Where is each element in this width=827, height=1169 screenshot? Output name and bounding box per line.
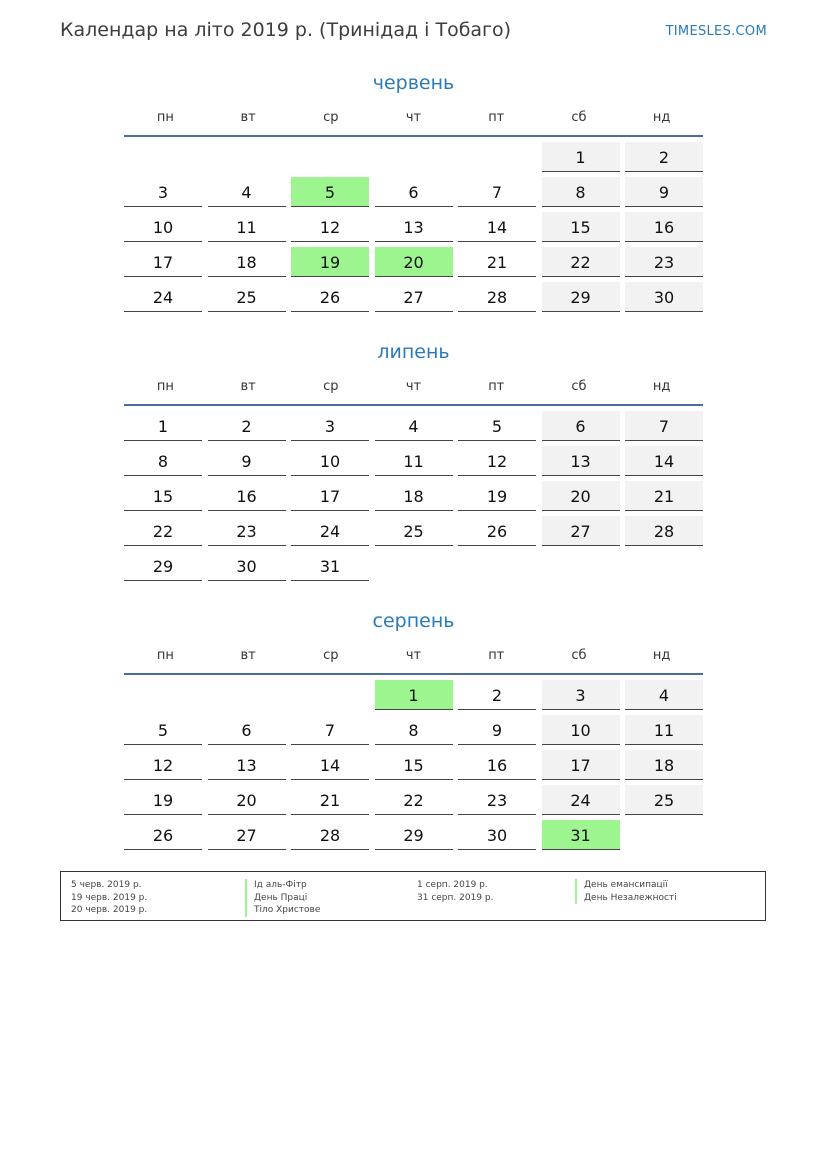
- day-cell: 1: [124, 411, 202, 441]
- day-cell: 1: [542, 142, 620, 172]
- day-cell: 10: [291, 446, 369, 476]
- day-cell: 9: [208, 446, 286, 476]
- weekday-header: [124, 376, 703, 398]
- day-cell: 16: [625, 212, 703, 242]
- month-title: серпень: [372, 610, 455, 632]
- day-cell: 27: [375, 282, 453, 312]
- legend-date: 31 серп. 2019 р.: [417, 892, 494, 903]
- legend-date: 5 черв. 2019 р.: [71, 880, 142, 890]
- weekday-label: ср: [323, 379, 339, 394]
- empty-cell: [291, 142, 369, 172]
- day-cell: 21: [458, 247, 536, 277]
- legend-names-right: [575, 879, 677, 904]
- month-title: липень: [377, 341, 450, 363]
- site-link[interactable]: TIMESLES.COM: [665, 24, 767, 39]
- day-cell: 6: [542, 411, 620, 441]
- empty-cell: [124, 142, 202, 172]
- day-cell: 19: [124, 785, 202, 815]
- weekday-label: пн: [156, 648, 174, 663]
- day-cell: 26: [458, 516, 536, 546]
- day-cell: 16: [458, 750, 536, 780]
- day-cell: 6: [375, 177, 453, 207]
- weekday-label: пн: [156, 379, 174, 394]
- day-cell: 9: [458, 715, 536, 745]
- day-cell: 8: [542, 177, 620, 207]
- holiday-legend: [60, 871, 766, 921]
- day-cell: 13: [375, 212, 453, 242]
- day-cell: 29: [375, 820, 453, 850]
- day-cell: 20: [208, 785, 286, 815]
- day-grid: [124, 142, 703, 312]
- legend-date: 20 черв. 2019 р.: [71, 905, 148, 915]
- page-title: Календар на літо 2019 р. (Тринідад і Тобаго): [60, 19, 512, 41]
- header-rule: [124, 404, 703, 406]
- day-cell: 8: [124, 446, 202, 476]
- day-cell: 2: [458, 680, 536, 710]
- day-cell: 17: [291, 481, 369, 511]
- weekday-label: вт: [240, 110, 256, 125]
- day-cell: 21: [291, 785, 369, 815]
- day-cell: 17: [124, 247, 202, 277]
- day-cell: 7: [625, 411, 703, 441]
- day-cell: 18: [208, 247, 286, 277]
- weekday-label: пт: [488, 379, 505, 394]
- day-grid: [124, 680, 703, 850]
- day-cell: 22: [124, 516, 202, 546]
- day-cell: 21: [625, 481, 703, 511]
- day-cell: 29: [542, 282, 620, 312]
- legend-name: Ід аль-Фітр: [245, 879, 320, 892]
- day-cell: 13: [208, 750, 286, 780]
- weekday-label: пт: [488, 648, 505, 663]
- header-rule: [124, 135, 703, 137]
- day-cell: 26: [124, 820, 202, 850]
- day-cell: 23: [458, 785, 536, 815]
- weekday-label: нд: [652, 648, 671, 663]
- day-cell: 27: [542, 516, 620, 546]
- legend-dates-right: [417, 879, 493, 904]
- day-cell: 15: [124, 481, 202, 511]
- day-cell: 7: [458, 177, 536, 207]
- legend-name: День Праці: [245, 892, 320, 905]
- day-cell: 9: [625, 177, 703, 207]
- weekday-label: пн: [156, 110, 174, 125]
- day-cell: 3: [124, 177, 202, 207]
- weekday-label: сб: [571, 648, 587, 663]
- day-cell: 22: [375, 785, 453, 815]
- day-cell: 15: [375, 750, 453, 780]
- day-cell: 4: [625, 680, 703, 710]
- day-cell: 12: [458, 446, 536, 476]
- day-cell: 30: [625, 282, 703, 312]
- empty-cell: [375, 142, 453, 172]
- day-cell: 18: [375, 481, 453, 511]
- day-cell: 4: [375, 411, 453, 441]
- weekday-label: пт: [488, 110, 505, 125]
- legend-name: Тіло Христове: [245, 904, 320, 917]
- holiday-day-cell: 20: [375, 247, 453, 277]
- day-cell: 14: [625, 446, 703, 476]
- day-cell: 12: [124, 750, 202, 780]
- weekday-label: сб: [571, 379, 587, 394]
- weekday-header: [124, 107, 703, 129]
- weekday-label: чт: [405, 110, 422, 125]
- empty-cell: [458, 142, 536, 172]
- day-cell: 23: [625, 247, 703, 277]
- day-cell: 2: [208, 411, 286, 441]
- day-cell: 31: [291, 551, 369, 581]
- legend-date: 1 серп. 2019 р.: [417, 880, 488, 890]
- day-cell: 11: [375, 446, 453, 476]
- day-cell: 8: [375, 715, 453, 745]
- day-cell: 30: [208, 551, 286, 581]
- day-cell: 17: [542, 750, 620, 780]
- day-cell: 2: [625, 142, 703, 172]
- weekday-label: сб: [571, 110, 587, 125]
- day-cell: 22: [542, 247, 620, 277]
- holiday-day-cell: 5: [291, 177, 369, 207]
- day-cell: 18: [625, 750, 703, 780]
- day-cell: 25: [208, 282, 286, 312]
- day-cell: 3: [542, 680, 620, 710]
- header-rule: [124, 673, 703, 675]
- day-cell: 7: [291, 715, 369, 745]
- day-cell: 24: [542, 785, 620, 815]
- empty-cell: [208, 680, 286, 710]
- weekday-label: ср: [323, 648, 339, 663]
- day-cell: 14: [458, 212, 536, 242]
- weekday-label: чт: [405, 379, 422, 394]
- day-cell: 4: [208, 177, 286, 207]
- legend-date: 19 черв. 2019 р.: [71, 892, 148, 903]
- day-cell: 10: [542, 715, 620, 745]
- holiday-day-cell: 31: [542, 820, 620, 850]
- day-cell: 29: [124, 551, 202, 581]
- weekday-header: [124, 645, 703, 667]
- holiday-day-cell: 19: [291, 247, 369, 277]
- day-cell: 28: [625, 516, 703, 546]
- day-cell: 24: [291, 516, 369, 546]
- day-cell: 26: [291, 282, 369, 312]
- empty-cell: [124, 680, 202, 710]
- day-cell: 14: [291, 750, 369, 780]
- legend-name: День Незалежності: [575, 892, 677, 905]
- weekday-label: нд: [652, 379, 671, 394]
- day-cell: 23: [208, 516, 286, 546]
- day-cell: 5: [458, 411, 536, 441]
- weekday-label: чт: [405, 648, 422, 663]
- empty-cell: [291, 680, 369, 710]
- day-cell: 15: [542, 212, 620, 242]
- day-cell: 24: [124, 282, 202, 312]
- legend-dates-left: [71, 879, 147, 917]
- day-cell: 11: [625, 715, 703, 745]
- day-cell: 20: [542, 481, 620, 511]
- holiday-day-cell: 1: [375, 680, 453, 710]
- day-cell: 30: [458, 820, 536, 850]
- month-calendar: [124, 70, 703, 312]
- day-cell: 6: [208, 715, 286, 745]
- legend-names-left: [245, 879, 320, 917]
- day-cell: 5: [124, 715, 202, 745]
- day-cell: 25: [375, 516, 453, 546]
- month-calendar: [124, 339, 703, 581]
- day-cell: 10: [124, 212, 202, 242]
- weekday-label: вт: [240, 648, 256, 663]
- weekday-label: нд: [652, 110, 671, 125]
- month-title: червень: [372, 72, 455, 94]
- day-cell: 16: [208, 481, 286, 511]
- weekday-label: вт: [240, 379, 256, 394]
- day-cell: 12: [291, 212, 369, 242]
- day-cell: 28: [458, 282, 536, 312]
- day-cell: 13: [542, 446, 620, 476]
- month-calendar: [124, 608, 703, 850]
- day-grid: [124, 411, 703, 581]
- day-cell: 11: [208, 212, 286, 242]
- day-cell: 25: [625, 785, 703, 815]
- empty-cell: [208, 142, 286, 172]
- day-cell: 3: [291, 411, 369, 441]
- day-cell: 28: [291, 820, 369, 850]
- legend-name: День емансипації: [575, 879, 677, 892]
- day-cell: 19: [458, 481, 536, 511]
- weekday-label: ср: [323, 110, 339, 125]
- day-cell: 27: [208, 820, 286, 850]
